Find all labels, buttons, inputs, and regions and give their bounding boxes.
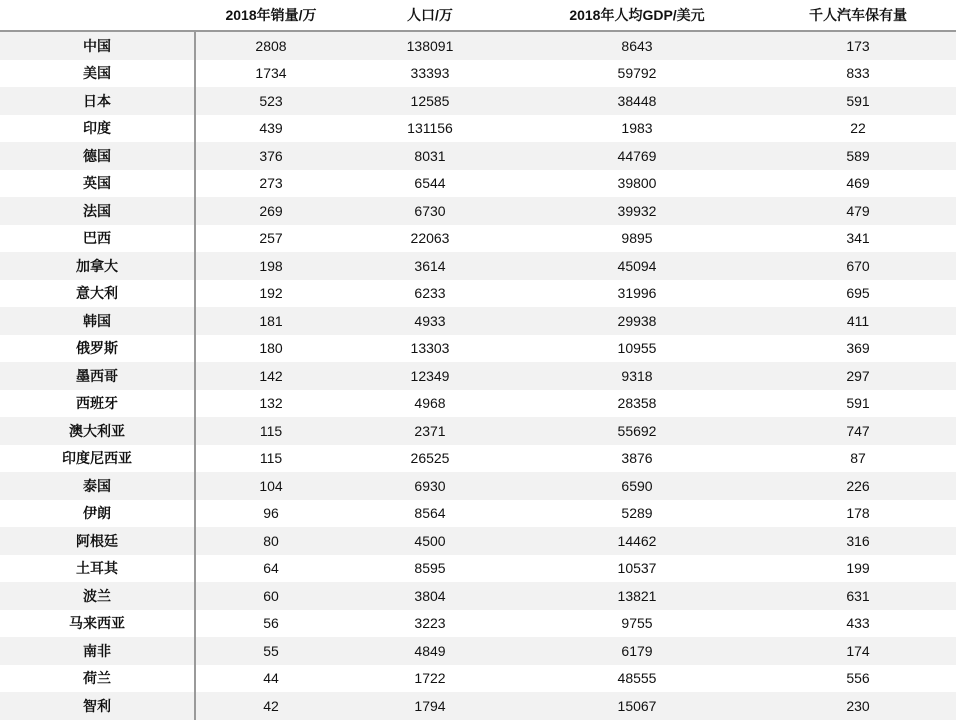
cars-per-thousand-cell: 174 bbox=[846, 642, 870, 659]
population-cell: 22063 bbox=[410, 230, 450, 247]
table-row bbox=[0, 582, 956, 610]
country-cell: 俄罗斯 bbox=[0, 335, 196, 363]
population-cell: 12585 bbox=[410, 92, 450, 109]
sales-cell: 64 bbox=[263, 560, 279, 577]
gdp-cell: 39932 bbox=[617, 202, 657, 219]
country-cell: 韩国 bbox=[0, 307, 196, 335]
gdp-cell: 6590 bbox=[621, 477, 653, 494]
sales-cell: 198 bbox=[259, 257, 283, 274]
table-row bbox=[0, 225, 956, 253]
table-row bbox=[0, 170, 956, 198]
cars-per-thousand-cell: 173 bbox=[846, 37, 870, 54]
cars-per-thousand-cell: 316 bbox=[846, 532, 870, 549]
sales-cell: 96 bbox=[263, 505, 279, 522]
gdp-cell: 8643 bbox=[621, 37, 653, 54]
gdp-cell: 13821 bbox=[617, 587, 657, 604]
table-row bbox=[0, 307, 956, 335]
gdp-cell: 29938 bbox=[617, 312, 657, 329]
sales-cell: 132 bbox=[259, 395, 283, 412]
cars-per-thousand-cell: 199 bbox=[846, 560, 870, 577]
country-cell: 泰国 bbox=[0, 472, 196, 500]
cars-per-thousand-cell: 670 bbox=[846, 257, 870, 274]
table-row bbox=[0, 280, 956, 308]
country-cell: 伊朗 bbox=[0, 500, 196, 528]
country-cell: 荷兰 bbox=[0, 665, 196, 693]
cars-per-thousand-cell: 411 bbox=[846, 312, 870, 329]
population-cell: 3223 bbox=[414, 615, 446, 632]
cars-per-thousand-cell: 433 bbox=[846, 615, 870, 632]
country-cell: 智利 bbox=[0, 692, 196, 720]
table-row bbox=[0, 610, 956, 638]
gdp-cell: 9895 bbox=[621, 230, 653, 247]
cars-per-thousand-cell: 591 bbox=[846, 92, 870, 109]
table-row bbox=[0, 637, 956, 665]
gdp-cell: 38448 bbox=[617, 92, 657, 109]
sales-cell: 269 bbox=[259, 202, 283, 219]
population-cell: 8564 bbox=[414, 505, 446, 522]
population-cell: 1794 bbox=[414, 697, 446, 714]
cars-per-thousand-cell: 230 bbox=[846, 697, 870, 714]
table-row bbox=[0, 335, 956, 363]
population-cell: 4933 bbox=[414, 312, 446, 329]
population-cell: 8595 bbox=[414, 560, 446, 577]
table-row bbox=[0, 390, 956, 418]
sales-cell: 2808 bbox=[255, 37, 287, 54]
table-row bbox=[0, 527, 956, 555]
sales-cell: 180 bbox=[259, 340, 283, 357]
sales-cell: 523 bbox=[259, 92, 283, 109]
population-cell: 12349 bbox=[410, 367, 450, 384]
sales-cell: 60 bbox=[263, 587, 279, 604]
country-cell: 意大利 bbox=[0, 280, 196, 308]
cars-per-thousand-cell: 369 bbox=[846, 340, 870, 357]
sales-cell: 439 bbox=[259, 120, 283, 137]
cars-per-thousand-cell: 469 bbox=[846, 175, 870, 192]
table-row bbox=[0, 197, 956, 225]
sales-cell: 192 bbox=[259, 285, 283, 302]
population-cell: 4500 bbox=[414, 532, 446, 549]
population-cell: 1722 bbox=[414, 670, 446, 687]
table-row bbox=[0, 445, 956, 473]
cars-per-thousand-cell: 556 bbox=[846, 670, 870, 687]
table-row bbox=[0, 252, 956, 280]
cars-per-thousand-cell: 178 bbox=[846, 505, 870, 522]
sales-cell: 115 bbox=[259, 422, 283, 439]
population-cell: 3804 bbox=[414, 587, 446, 604]
gdp-cell: 48555 bbox=[617, 670, 657, 687]
sales-cell: 56 bbox=[263, 615, 279, 632]
gdp-cell: 59792 bbox=[617, 65, 657, 82]
country-cell: 美国 bbox=[0, 60, 196, 88]
gdp-cell: 44769 bbox=[617, 147, 657, 164]
gdp-cell: 39800 bbox=[617, 175, 657, 192]
population-cell: 26525 bbox=[410, 450, 450, 467]
country-cell: 南非 bbox=[0, 637, 196, 665]
cars-per-thousand-cell: 341 bbox=[846, 230, 870, 247]
sales-cell: 42 bbox=[263, 697, 279, 714]
population-cell: 6233 bbox=[414, 285, 446, 302]
table-row bbox=[0, 362, 956, 390]
country-cell: 日本 bbox=[0, 87, 196, 115]
population-cell: 33393 bbox=[410, 65, 450, 82]
sales-cell: 55 bbox=[263, 642, 279, 659]
cars-per-thousand-cell: 631 bbox=[846, 587, 870, 604]
population-cell: 138091 bbox=[406, 37, 454, 54]
sales-cell: 115 bbox=[259, 450, 283, 467]
population-cell: 6930 bbox=[414, 477, 446, 494]
table-row bbox=[0, 500, 956, 528]
table-row bbox=[0, 60, 956, 88]
country-cell: 加拿大 bbox=[0, 252, 196, 280]
country-cell: 印度尼西亚 bbox=[0, 445, 196, 473]
cars-per-thousand-cell: 695 bbox=[846, 285, 870, 302]
gdp-cell: 10955 bbox=[617, 340, 657, 357]
population-cell: 6544 bbox=[414, 175, 446, 192]
gdp-cell: 3876 bbox=[621, 450, 653, 467]
sales-cell: 104 bbox=[259, 477, 283, 494]
country-cell: 印度 bbox=[0, 115, 196, 143]
population-cell: 4849 bbox=[414, 642, 446, 659]
country-cell: 西班牙 bbox=[0, 390, 196, 418]
cars-per-thousand-cell: 833 bbox=[846, 65, 870, 82]
table-row bbox=[0, 555, 956, 583]
table-row bbox=[0, 692, 956, 720]
gdp-cell: 28358 bbox=[617, 395, 657, 412]
cars-per-thousand-cell: 591 bbox=[846, 395, 870, 412]
population-cell: 8031 bbox=[414, 147, 446, 164]
cars-per-thousand-cell: 479 bbox=[846, 202, 870, 219]
gdp-cell: 55692 bbox=[617, 422, 657, 439]
population-cell: 2371 bbox=[414, 422, 446, 439]
table-row bbox=[0, 472, 956, 500]
sales-cell: 44 bbox=[263, 670, 279, 687]
table-body bbox=[0, 32, 956, 720]
sales-cell: 181 bbox=[259, 312, 283, 329]
gdp-cell: 10537 bbox=[617, 560, 657, 577]
table-row bbox=[0, 87, 956, 115]
country-cell: 法国 bbox=[0, 197, 196, 225]
table-row bbox=[0, 417, 956, 445]
country-cell: 马来西亚 bbox=[0, 610, 196, 638]
table-row bbox=[0, 32, 956, 60]
table-row bbox=[0, 142, 956, 170]
table-row bbox=[0, 665, 956, 693]
cars-per-thousand-cell: 87 bbox=[850, 450, 866, 467]
population-cell: 131156 bbox=[407, 120, 453, 137]
population-cell: 3614 bbox=[414, 257, 446, 274]
population-cell: 6730 bbox=[414, 202, 446, 219]
cars-per-thousand-cell: 297 bbox=[846, 367, 870, 384]
table-header-row bbox=[0, 0, 956, 32]
country-cell: 土耳其 bbox=[0, 555, 196, 583]
cars-per-thousand-cell: 747 bbox=[846, 422, 870, 439]
gdp-cell: 5289 bbox=[621, 505, 653, 522]
sales-cell: 80 bbox=[263, 532, 279, 549]
sales-cell: 376 bbox=[259, 147, 283, 164]
population-cell: 13303 bbox=[410, 340, 450, 357]
cars-per-thousand-cell: 22 bbox=[850, 120, 866, 137]
gdp-cell: 9755 bbox=[621, 615, 653, 632]
sales-cell: 142 bbox=[259, 367, 283, 384]
sales-cell: 273 bbox=[259, 175, 283, 192]
country-cell: 巴西 bbox=[0, 225, 196, 253]
header-gdp-per-capita: 2018年人均GDP/美元 bbox=[569, 7, 705, 23]
gdp-cell: 6179 bbox=[621, 642, 653, 659]
gdp-cell: 15067 bbox=[617, 697, 657, 714]
gdp-cell: 31996 bbox=[617, 285, 657, 302]
sales-cell: 1734 bbox=[255, 65, 287, 82]
country-cell: 中国 bbox=[0, 32, 196, 60]
gdp-cell: 14462 bbox=[617, 532, 657, 549]
country-cell: 阿根廷 bbox=[0, 527, 196, 555]
country-cell: 澳大利亚 bbox=[0, 417, 196, 445]
cars-per-thousand-cell: 226 bbox=[846, 477, 870, 494]
country-cell: 墨西哥 bbox=[0, 362, 196, 390]
sales-cell: 257 bbox=[259, 230, 283, 247]
header-population: 人口/万 bbox=[407, 7, 453, 23]
header-cars-per-thousand: 千人汽车保有量 bbox=[809, 7, 907, 23]
country-cell: 德国 bbox=[0, 142, 196, 170]
table-row bbox=[0, 115, 956, 143]
country-cell: 英国 bbox=[0, 170, 196, 198]
gdp-cell: 9318 bbox=[621, 367, 653, 384]
population-cell: 4968 bbox=[414, 395, 446, 412]
gdp-cell: 1983 bbox=[621, 120, 653, 137]
cars-per-thousand-cell: 589 bbox=[846, 147, 870, 164]
header-sales-2018: 2018年销量/万 bbox=[225, 7, 317, 23]
country-cell: 波兰 bbox=[0, 582, 196, 610]
gdp-cell: 45094 bbox=[617, 257, 657, 274]
